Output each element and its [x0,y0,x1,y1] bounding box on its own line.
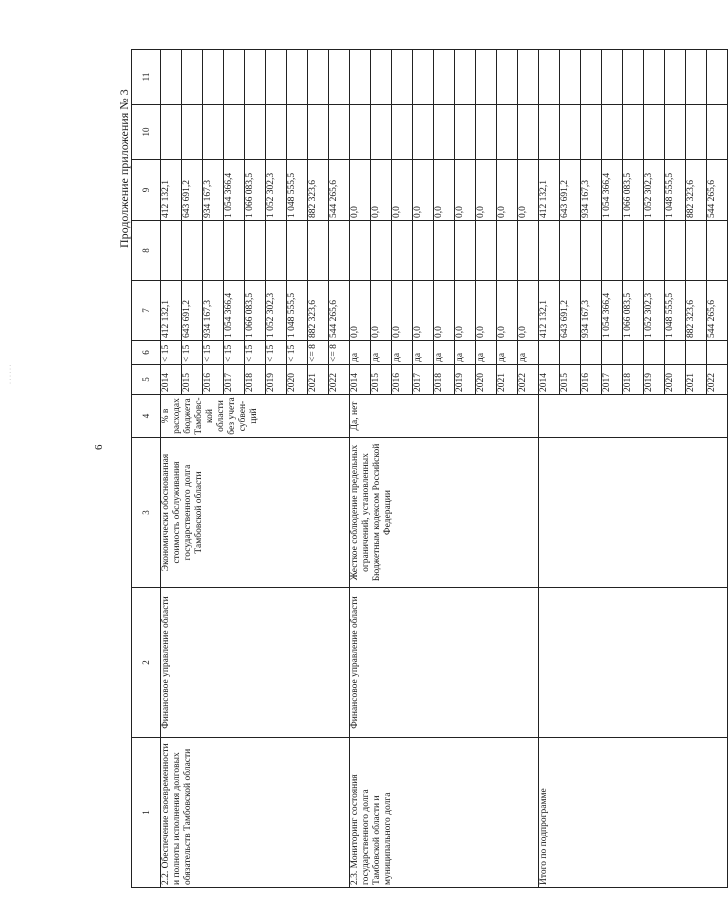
empty-cell [350,105,371,160]
regional-budget-cell: 1 048 555,5 [665,160,686,221]
target-cell: да [497,341,518,365]
target-cell: да [518,341,539,365]
empty-cell [476,221,497,281]
empty-cell [665,105,686,160]
regional-budget-cell: 882 323,6 [308,160,329,221]
faint-stamp-text: · · · · · · [8,364,14,384]
empty-cell [371,221,392,281]
empty-cell [350,50,371,105]
year-cell: 2020 [287,365,308,395]
empty-cell [392,221,413,281]
empty-cell [560,341,581,365]
empty-cell [182,221,203,281]
year-cell: 2017 [413,365,434,395]
target-cell: да [476,341,497,365]
empty-cell [665,221,686,281]
empty-cell [581,50,602,105]
value-cell: 0,0 [350,281,371,341]
regional-budget-cell: 412 132,1 [161,160,182,221]
empty-cell [644,50,665,105]
year-cell: 2022 [707,365,728,395]
target-cell: < 15 [245,341,266,365]
empty-cell [203,221,224,281]
empty-cell [287,50,308,105]
empty-cell [203,105,224,160]
regional-budget-cell: 0,0 [371,160,392,221]
empty-cell [581,105,602,160]
value-cell: 1 048 555,5 [665,281,686,341]
empty-cell [392,105,413,160]
empty-cell [644,105,665,160]
target-cell: да [413,341,434,365]
empty-cell [161,105,182,160]
year-cell: 2016 [581,365,602,395]
year-cell: 2021 [497,365,518,395]
year-cell: 2014 [161,365,182,395]
target-cell: <= 8 [329,341,350,365]
empty-cell [476,105,497,160]
empty-cell [560,50,581,105]
regional-budget-cell: 1 052 302,3 [266,160,287,221]
year-cell: 2014 [539,365,560,395]
value-cell: 0,0 [434,281,455,341]
year-cell: 2015 [560,365,581,395]
empty-cell [686,50,707,105]
table-row [161,50,182,888]
value-cell: 1 052 302,3 [644,281,665,341]
empty-cell [308,50,329,105]
empty-cell [329,50,350,105]
header-cell: 8 [132,221,161,281]
target-cell: да [434,341,455,365]
executor-cell: Финансовое управление области [161,588,350,738]
header-cell: 3 [132,438,161,588]
empty-cell [392,50,413,105]
empty-cell [539,395,728,438]
empty-cell [434,50,455,105]
value-cell: 412 132,1 [161,281,182,341]
value-cell: 1 066 083,5 [245,281,266,341]
header-cell: 2 [132,588,161,738]
year-cell: 2018 [623,365,644,395]
value-cell: 1 066 083,5 [623,281,644,341]
header-cell: 5 [132,365,161,395]
regional-budget-cell: 643 691,2 [560,160,581,221]
year-cell: 2020 [476,365,497,395]
total-label-cell: Итого по подпрограмме [539,738,728,888]
header-cell: 7 [132,281,161,341]
empty-cell [329,105,350,160]
table-body [161,50,728,888]
empty-cell [434,105,455,160]
year-cell: 2022 [518,365,539,395]
program-table [131,49,728,888]
target-cell: < 15 [224,341,245,365]
year-cell: 2018 [434,365,455,395]
regional-budget-cell: 544 265,6 [329,160,350,221]
empty-cell [350,221,371,281]
value-cell: 412 132,1 [539,281,560,341]
year-cell: 2017 [602,365,623,395]
regional-budget-cell: 0,0 [476,160,497,221]
empty-cell [161,50,182,105]
value-cell: 882 323,6 [686,281,707,341]
empty-cell [329,221,350,281]
value-cell: 1 054 366,4 [224,281,245,341]
empty-cell [266,105,287,160]
value-cell: 544 265,6 [329,281,350,341]
empty-cell [539,341,560,365]
empty-cell [623,341,644,365]
empty-cell [455,50,476,105]
empty-cell [686,105,707,160]
header-cell: 9 [132,160,161,221]
empty-cell [413,105,434,160]
regional-budget-cell: 1 054 366,4 [224,160,245,221]
value-cell: 1 054 366,4 [602,281,623,341]
value-cell: 0,0 [413,281,434,341]
target-cell: да [455,341,476,365]
regional-budget-cell: 643 691,2 [182,160,203,221]
empty-cell [224,105,245,160]
empty-cell [707,221,728,281]
year-cell: 2015 [371,365,392,395]
empty-cell [539,105,560,160]
empty-cell [539,221,560,281]
value-cell: 882 323,6 [308,281,329,341]
table-row [350,50,371,888]
target-cell: да [392,341,413,365]
empty-cell [371,50,392,105]
regional-budget-cell: 1 066 083,5 [623,160,644,221]
target-cell: да [371,341,392,365]
empty-cell [245,50,266,105]
value-cell: 0,0 [518,281,539,341]
empty-cell [581,221,602,281]
year-cell: 2019 [644,365,665,395]
value-cell: 643 691,2 [560,281,581,341]
regional-budget-cell: 412 132,1 [539,160,560,221]
year-cell: 2022 [329,365,350,395]
empty-cell [245,105,266,160]
empty-cell [413,50,434,105]
year-cell: 2014 [350,365,371,395]
empty-cell [686,221,707,281]
value-cell: 544 265,6 [707,281,728,341]
value-cell: 1 052 302,3 [266,281,287,341]
empty-cell [266,221,287,281]
regional-budget-cell: 1 052 302,3 [644,160,665,221]
empty-cell [602,105,623,160]
empty-cell [203,50,224,105]
indicator-name-cell: Экономически обоснованная стоимость обслуживания государственного долга Тамбовской области [161,438,350,588]
empty-cell [455,221,476,281]
empty-cell [287,105,308,160]
appendix-title: Продолжение приложения № 3 [117,89,131,248]
regional-budget-cell: 1 066 083,5 [245,160,266,221]
year-cell: 2020 [665,365,686,395]
header-row [132,50,161,888]
regional-budget-cell: 544 265,6 [707,160,728,221]
regional-budget-cell: 0,0 [434,160,455,221]
header-cell: 1 [132,738,161,888]
year-cell: 2019 [455,365,476,395]
empty-cell [602,341,623,365]
empty-cell [161,221,182,281]
header-cell: 4 [132,395,161,438]
year-cell: 2021 [686,365,707,395]
empty-cell [476,50,497,105]
target-cell: <= 8 [308,341,329,365]
empty-cell [455,105,476,160]
target-cell: < 15 [287,341,308,365]
value-cell: 0,0 [476,281,497,341]
value-cell: 0,0 [392,281,413,341]
unit-cell: % в расходах бюджета Тамбовс-кой области без учета субвен-ций [161,395,350,438]
unit-cell: Да, нет [350,395,539,438]
empty-cell [623,221,644,281]
empty-cell [518,105,539,160]
regional-budget-cell: 0,0 [455,160,476,221]
empty-cell [224,50,245,105]
year-cell: 2016 [392,365,413,395]
regional-budget-cell: 0,0 [350,160,371,221]
total-row [539,50,560,888]
target-cell: < 15 [161,341,182,365]
page-number: 6 [93,444,105,450]
target-cell: < 15 [266,341,287,365]
empty-cell [224,221,245,281]
empty-cell [581,341,602,365]
executor-cell: Финансовое управление области [350,588,539,738]
value-cell: 934 167,3 [203,281,224,341]
empty-cell [539,50,560,105]
regional-budget-cell: 934 167,3 [581,160,602,221]
empty-cell [644,341,665,365]
value-cell: 0,0 [455,281,476,341]
value-cell: 0,0 [497,281,518,341]
empty-cell [602,221,623,281]
empty-cell [539,588,728,738]
empty-cell [497,221,518,281]
regional-budget-cell: 0,0 [392,160,413,221]
event-name-cell: 2.2. Обеспечение своевременности и полноты исполнения долговых обязательств Тамбовской области [161,738,350,888]
regional-budget-cell: 934 167,3 [203,160,224,221]
empty-cell [518,50,539,105]
target-cell: < 15 [182,341,203,365]
empty-cell [287,221,308,281]
empty-cell [623,50,644,105]
empty-cell [245,221,266,281]
empty-cell [434,221,455,281]
regional-budget-cell: 882 323,6 [686,160,707,221]
regional-budget-cell: 0,0 [497,160,518,221]
target-cell: да [350,341,371,365]
regional-budget-cell: 0,0 [518,160,539,221]
header-cell: 10 [132,105,161,160]
regional-budget-cell: 1 054 366,4 [602,160,623,221]
empty-cell [665,341,686,365]
empty-cell [623,105,644,160]
target-cell: < 15 [203,341,224,365]
year-cell: 2017 [224,365,245,395]
empty-cell [665,50,686,105]
empty-cell [644,221,665,281]
empty-cell [308,105,329,160]
empty-cell [560,105,581,160]
rotated-table-container [131,50,717,888]
value-cell: 643 691,2 [182,281,203,341]
empty-cell [707,341,728,365]
empty-cell [182,50,203,105]
regional-budget-cell: 1 048 555,5 [287,160,308,221]
event-name-cell: 2.3. Мониторинг состояния государственного долга Тамбовской области и муниципального долга [350,738,539,888]
empty-cell [413,221,434,281]
empty-cell [497,105,518,160]
value-cell: 1 048 555,5 [287,281,308,341]
regional-budget-cell: 0,0 [413,160,434,221]
empty-cell [371,105,392,160]
year-cell: 2016 [203,365,224,395]
empty-cell [308,221,329,281]
year-cell: 2018 [245,365,266,395]
empty-cell [518,221,539,281]
empty-cell [266,50,287,105]
value-cell: 0,0 [371,281,392,341]
year-cell: 2019 [266,365,287,395]
empty-cell [560,221,581,281]
empty-cell [707,50,728,105]
year-cell: 2021 [308,365,329,395]
empty-cell [602,50,623,105]
year-cell: 2015 [182,365,203,395]
indicator-name-cell: Жесткое соблюдение предельных ограничений, установленных Бюджетным кодексом Российской Федерации [350,438,539,588]
empty-cell [539,438,728,588]
empty-cell [707,105,728,160]
header-cell: 6 [132,341,161,365]
empty-cell [686,341,707,365]
empty-cell [182,105,203,160]
value-cell: 934 167,3 [581,281,602,341]
header-cell: 11 [132,50,161,105]
empty-cell [497,50,518,105]
